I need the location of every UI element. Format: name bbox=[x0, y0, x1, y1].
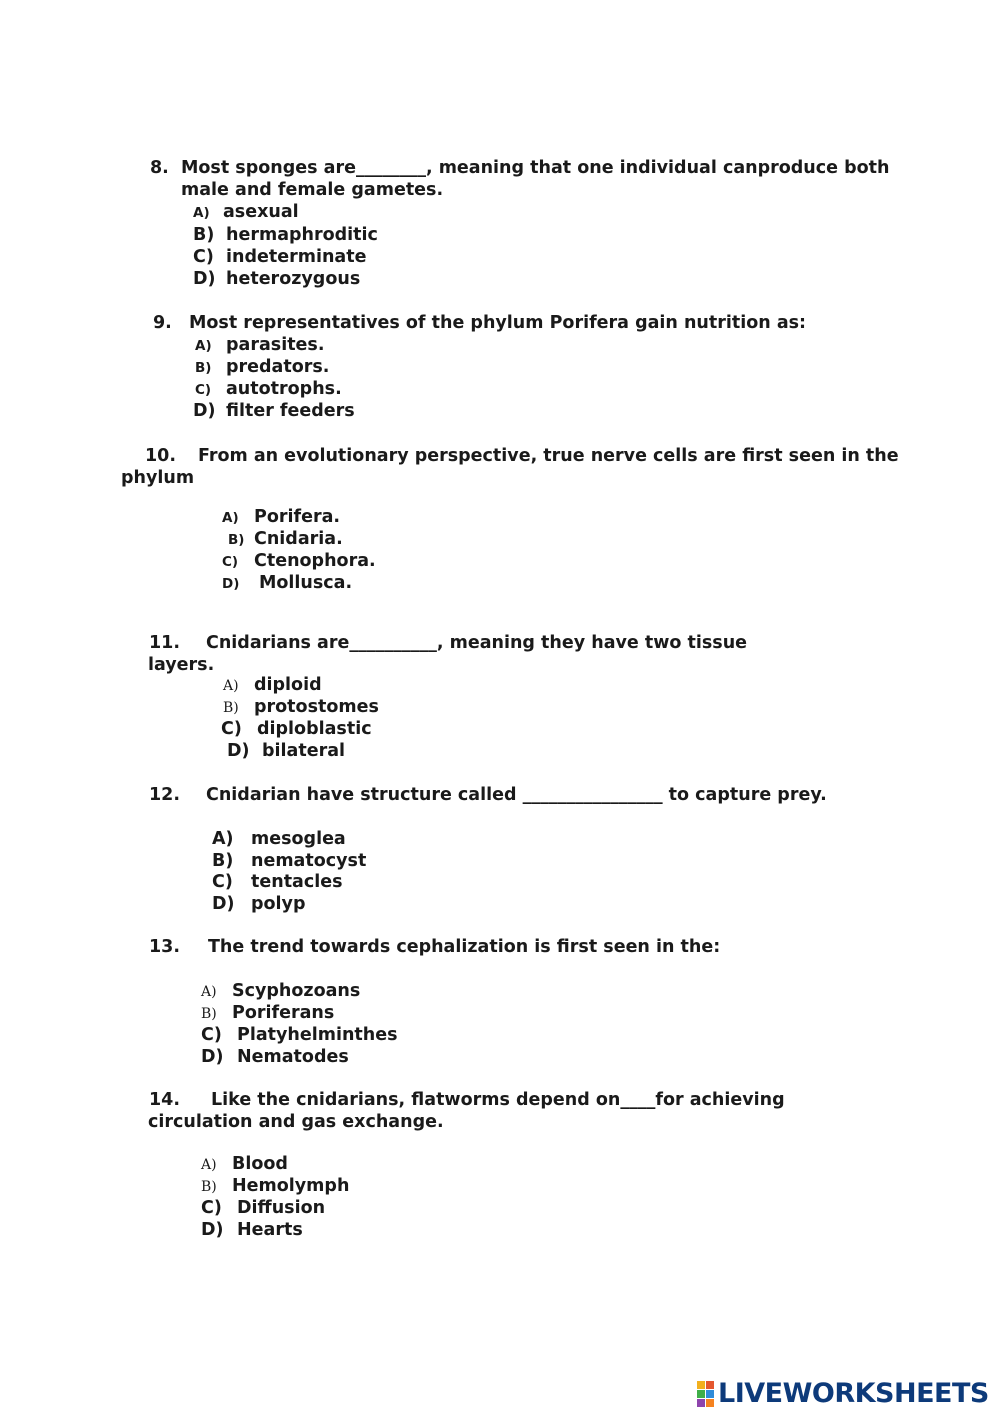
q11-option-b[interactable]: protostomes bbox=[254, 697, 379, 717]
logo-tile-2 bbox=[706, 1381, 714, 1389]
q11-option-c[interactable]: diploblastic bbox=[257, 719, 372, 739]
q11-option-a[interactable]: diploid bbox=[254, 675, 322, 695]
q14-text-line2: circulation and gas exchange. bbox=[148, 1112, 444, 1132]
q11-option-d-letter: D) bbox=[227, 741, 250, 761]
logo-mark-icon bbox=[697, 1381, 714, 1407]
q13-text: The trend towards cephalization is first seen in the: bbox=[208, 937, 721, 957]
q12-option-b-letter: B) bbox=[212, 851, 234, 871]
q8-option-a-letter: A) bbox=[193, 205, 210, 221]
q12-text: Cnidarian have structure called ________________ to capture prey. bbox=[206, 785, 827, 805]
q9-option-a-letter: A) bbox=[195, 338, 212, 354]
liveworksheets-logo bbox=[697, 1379, 989, 1409]
q12-option-d-letter: D) bbox=[212, 894, 235, 914]
q10-option-c-letter: C) bbox=[222, 554, 239, 570]
q12-option-a-letter: A) bbox=[212, 829, 234, 849]
q9-option-d-letter: D) bbox=[193, 401, 216, 421]
q13-option-b[interactable]: Poriferans bbox=[232, 1003, 335, 1023]
q11-option-a-letter: A) bbox=[223, 678, 239, 694]
q8-option-a[interactable]: asexual bbox=[223, 202, 299, 222]
q12-option-a[interactable]: mesoglea bbox=[251, 829, 346, 849]
q10-option-b[interactable]: Cnidaria. bbox=[254, 529, 343, 549]
q14-option-d-letter: D) bbox=[201, 1220, 224, 1240]
logo-tile-3 bbox=[697, 1390, 705, 1398]
q10-option-d[interactable]: Mollusca. bbox=[259, 573, 353, 593]
q14-option-a-letter: A) bbox=[201, 1157, 217, 1173]
q8-option-c-letter: C) bbox=[193, 247, 214, 267]
q13-option-d-letter: D) bbox=[201, 1047, 224, 1067]
q9-option-b[interactable]: predators. bbox=[226, 357, 330, 377]
q12-option-d[interactable]: polyp bbox=[251, 894, 306, 914]
q8-text-line1: Most sponges are________, meaning that one individual canproduce both bbox=[181, 158, 890, 178]
q9-option-b-letter: B) bbox=[195, 360, 212, 376]
q9-number: 9. bbox=[153, 313, 172, 333]
q11-text-line2: layers. bbox=[148, 655, 215, 675]
q12-option-b[interactable]: nematocyst bbox=[251, 851, 367, 871]
q10-option-d-letter: D) bbox=[222, 576, 240, 592]
q11-text-line1: Cnidarians are__________, meaning they have two tissue bbox=[206, 633, 748, 653]
q13-option-c-letter: C) bbox=[201, 1025, 222, 1045]
q8-option-b[interactable]: hermaphroditic bbox=[226, 225, 378, 245]
q12-option-c-letter: C) bbox=[212, 872, 233, 892]
q10-option-c[interactable]: Ctenophora. bbox=[254, 551, 376, 571]
q12-option-c[interactable]: tentacles bbox=[251, 872, 343, 892]
q14-option-c-letter: C) bbox=[201, 1198, 222, 1218]
q13-number: 13. bbox=[149, 937, 181, 957]
q8-option-d-letter: D) bbox=[193, 269, 216, 289]
q10-option-a-letter: A) bbox=[222, 510, 239, 526]
q13-option-a[interactable]: Scyphozoans bbox=[232, 981, 361, 1001]
q14-option-d[interactable]: Hearts bbox=[237, 1220, 303, 1240]
q8-option-c[interactable]: indeterminate bbox=[226, 247, 367, 267]
q13-option-b-letter: B) bbox=[201, 1006, 217, 1022]
q10-text-line2: phylum bbox=[121, 468, 195, 488]
q8-number: 8. bbox=[150, 158, 169, 178]
q14-text-line1: Like the cnidarians, flatworms depend on____for achieving bbox=[211, 1090, 785, 1110]
q9-text: Most representatives of the phylum Porifera gain nutrition as: bbox=[189, 313, 807, 333]
logo-tile-1 bbox=[697, 1381, 705, 1389]
q9-option-a[interactable]: parasites. bbox=[226, 335, 325, 355]
q9-option-c-letter: C) bbox=[195, 382, 212, 398]
q11-option-b-letter: B) bbox=[223, 700, 239, 716]
q14-option-b[interactable]: Hemolymph bbox=[232, 1176, 350, 1196]
q14-number: 14. bbox=[149, 1090, 181, 1110]
q11-number: 11. bbox=[149, 633, 181, 653]
q11-option-d[interactable]: bilateral bbox=[262, 741, 346, 761]
q14-option-a[interactable]: Blood bbox=[232, 1154, 288, 1174]
q14-option-c[interactable]: Diffusion bbox=[237, 1198, 326, 1218]
q12-number: 12. bbox=[149, 785, 181, 805]
q10-number: 10. bbox=[145, 446, 177, 466]
q10-option-a[interactable]: Porifera. bbox=[254, 507, 341, 527]
q13-option-d[interactable]: Nematodes bbox=[237, 1047, 349, 1067]
q8-option-d[interactable]: heterozygous bbox=[226, 269, 361, 289]
q14-option-b-letter: B) bbox=[201, 1179, 217, 1195]
q8-text-line2: male and female gametes. bbox=[181, 180, 444, 200]
logo-tile-6 bbox=[706, 1399, 714, 1407]
q10-text-line1: From an evolutionary perspective, true nerve cells are first seen in the bbox=[198, 446, 899, 466]
q13-option-c[interactable]: Platyhelminthes bbox=[237, 1025, 398, 1045]
q9-option-d[interactable]: filter feeders bbox=[226, 401, 355, 421]
q13-option-a-letter: A) bbox=[201, 984, 217, 1000]
q9-option-c[interactable]: autotrophs. bbox=[226, 379, 342, 399]
logo-text: LIVEWORKSHEETS bbox=[718, 1378, 989, 1409]
q8-option-b-letter: B) bbox=[193, 225, 215, 245]
logo-tile-4 bbox=[706, 1390, 714, 1398]
q10-option-b-letter: B) bbox=[228, 532, 245, 548]
q11-option-c-letter: C) bbox=[221, 719, 242, 739]
logo-tile-5 bbox=[697, 1399, 705, 1407]
